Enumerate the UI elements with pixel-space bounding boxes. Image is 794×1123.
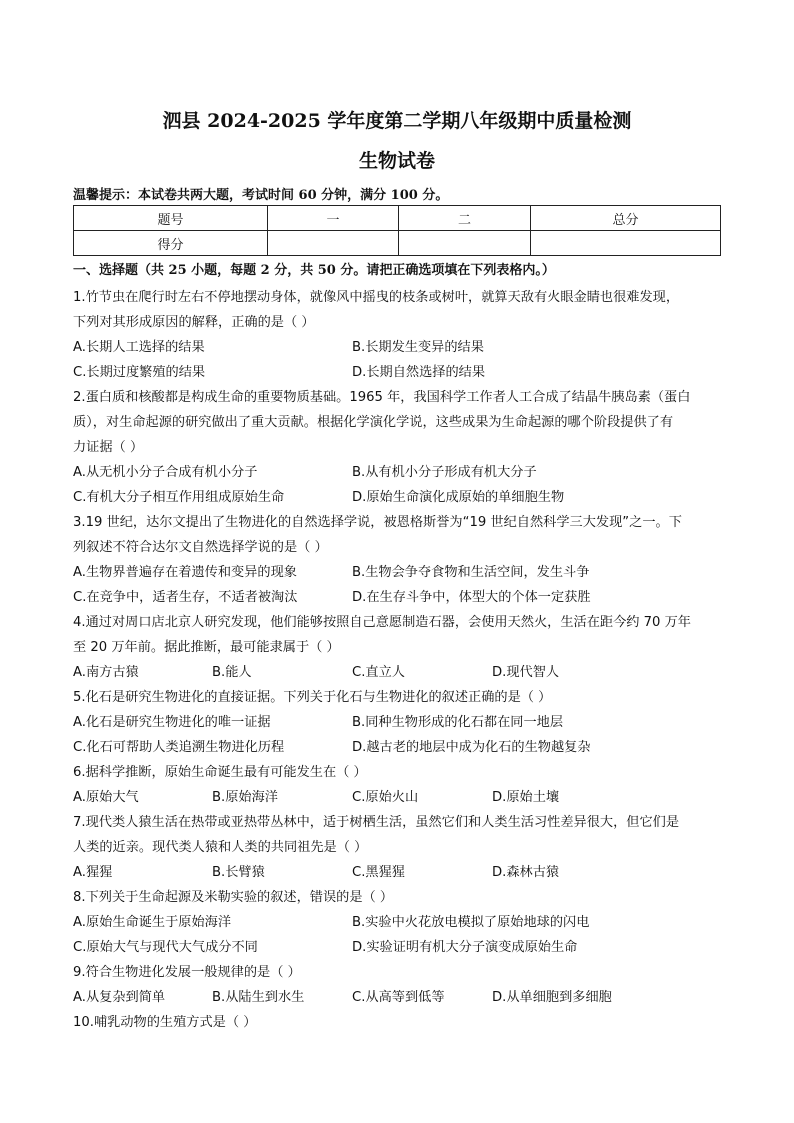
question-3-option: A.生物界普遍存在着遗传和变异的现象: [73, 565, 297, 580]
question-3-line: 3.19 世纪，达尔文提出了生物进化的自然选择学说，被恩格斯誉为“19 世纪自然科学三大发现”之一。下: [73, 515, 682, 530]
question-3-line: 列叙述不符合达尔文自然选择学说的是（ ）: [73, 540, 328, 555]
question-2-option: A.从无机小分子合成有机小分子: [73, 465, 258, 480]
question-7-line: 7.现代类人猿生活在热带或亚热带丛林中，适于树栖生活，虽然它们和人类生活习性差异很大，但它们是: [73, 815, 680, 830]
question-10-line: 10.哺乳动物的生殖方式是（ ）: [73, 1015, 257, 1030]
question-4-option: B.能人: [212, 665, 252, 680]
question-1-option: B.长期发生变异的结果: [352, 340, 484, 355]
question-8-option: D.实验证明有机大分子演变成原始生命: [352, 940, 578, 955]
question-6-option: A.原始大气: [73, 790, 139, 805]
score-cell[interactable]: [268, 231, 399, 256]
question-9-option: C.从高等到低等: [352, 990, 445, 1005]
exam-tip: 温馨提示：本试卷共两大题，考试时间 60 分钟，满分 100 分。: [73, 188, 449, 203]
score-cell[interactable]: [399, 231, 531, 256]
score-header-cell: 一: [268, 206, 399, 231]
question-2-line: 质），对生命起源的研究做出了重大贡献。根据化学演化学说，这些成果为生命起源的哪个阶段提供了有: [73, 415, 674, 430]
question-3-option: B.生物会争夺食物和生活空间，发生斗争: [352, 565, 590, 580]
section-title: 一、选择题（共 25 小题，每题 2 分，共 50 分。请把正确选项填在下列表格内。）: [73, 263, 555, 278]
question-7-option: C.黑猩猩: [352, 865, 405, 880]
question-6-option: C.原始火山: [352, 790, 419, 805]
score-header-cell: 题号: [74, 206, 268, 231]
exam-title: 泗县 2024-2025 学年度第二学期八年级期中质量检测: [162, 110, 632, 132]
question-9-line: 9.符合生物进化发展一般规律的是（ ）: [73, 965, 301, 980]
question-2-option: C.有机大分子相互作用组成原始生命: [73, 490, 285, 505]
question-2-line: 力证据（ ）: [73, 440, 144, 455]
question-6-option: B.原始海洋: [212, 790, 278, 805]
question-2-option: D.原始生命演化成原始的单细胞生物: [352, 490, 565, 505]
question-9-option: D.从单细胞到多细胞: [492, 990, 612, 1005]
question-4-line: 4.通过对周口店北京人研究发现，他们能够按照自己意愿制造石器，会使用天然火，生活在距今约 70 万年: [73, 615, 691, 630]
score-cell[interactable]: [531, 231, 721, 256]
question-1-option: A.长期人工选择的结果: [73, 340, 205, 355]
score-table-header-row: [74, 206, 721, 231]
question-8-line: 8.下列关于生命起源及米勒实验的叙述，错误的是（ ）: [73, 890, 394, 905]
question-1-line: 下列对其形成原因的解释，正确的是（ ）: [73, 315, 315, 330]
question-5-option: D.越古老的地层中成为化石的生物越复杂: [352, 740, 591, 755]
question-4-option: C.直立人: [352, 665, 405, 680]
question-5-option: C.化石可帮助人类追溯生物进化历程: [73, 740, 285, 755]
question-4-option: D.现代智人: [492, 665, 560, 680]
question-7-option: A.猩猩: [73, 865, 113, 880]
question-8-option: C.原始大气与现代大气成分不同: [73, 940, 258, 955]
score-table-score-row: [74, 231, 721, 256]
question-4-line: 至 20 万年前。据此推断，最可能隶属于（ ）: [73, 640, 340, 655]
question-3-option: C.在竞争中，适者生存，不适者被淘汰: [73, 590, 298, 605]
question-6-option: D.原始土壤: [492, 790, 560, 805]
question-3-option: D.在生存斗争中，体型大的个体一定获胜: [352, 590, 591, 605]
score-row-label: 得分: [74, 231, 268, 256]
question-5-option: A.化石是研究生物进化的唯一证据: [73, 715, 271, 730]
question-9-option: A.从复杂到简单: [73, 990, 166, 1005]
question-2-line: 2.蛋白质和核酸都是构成生命的重要物质基础。1965 年，我国科学工作者人工合成了结晶牛胰岛素（蛋白: [73, 390, 691, 405]
exam-subtitle: 生物试卷: [358, 150, 435, 172]
question-6-line: 6.据科学推断，原始生命诞生最有可能发生在（ ）: [73, 765, 367, 780]
question-8-option: A.原始生命诞生于原始海洋: [73, 915, 232, 930]
question-5-line: 5.化石是研究生物进化的直接证据。下列关于化石与生物进化的叙述正确的是（ ）: [73, 690, 552, 705]
question-5-option: B.同种生物形成的化石都在同一地层: [352, 715, 564, 730]
question-4-option: A.南方古猿: [73, 665, 139, 680]
question-2-option: B.从有机小分子形成有机大分子: [352, 465, 537, 480]
score-header-cell: 二: [399, 206, 531, 231]
question-8-option: B.实验中火花放电模拟了原始地球的闪电: [352, 915, 590, 930]
score-header-cell: 总分: [531, 206, 721, 231]
question-1-line: 1.竹节虫在爬行时左右不停地摆动身体，就像风中摇曳的枝条或树叶，就算天敌有火眼金睛也很难发现，: [73, 290, 680, 305]
question-1-option: D.长期自然选择的结果: [352, 365, 486, 380]
question-7-option: B.长臂猿: [212, 865, 265, 880]
question-9-option: B.从陆生到水生: [212, 990, 305, 1005]
question-1-option: C.长期过度繁殖的结果: [73, 365, 206, 380]
score-table: [73, 205, 721, 256]
question-7-option: D.森林古猿: [492, 865, 560, 880]
question-7-line: 人类的近亲。现代类人猿和人类的共同祖先是（ ）: [73, 840, 368, 855]
